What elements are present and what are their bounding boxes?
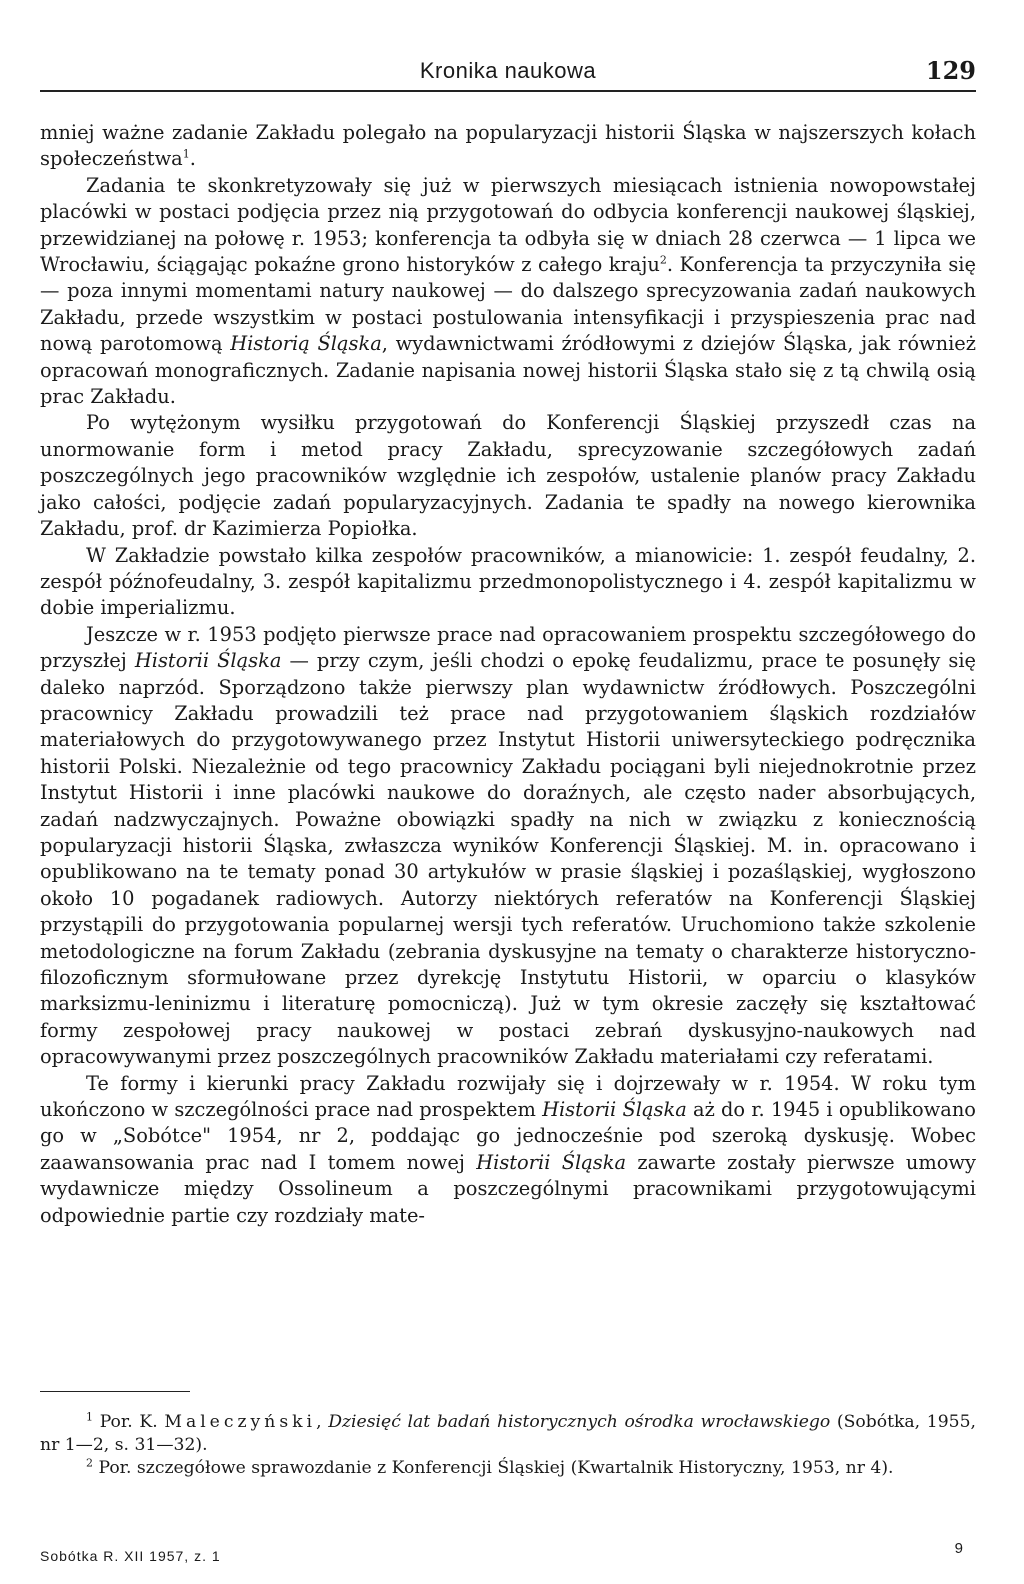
page-header bbox=[40, 56, 976, 92]
printer-signature: 9 bbox=[954, 1540, 964, 1557]
running-title: Kronika naukowa bbox=[419, 58, 597, 83]
paragraph-6: Te formy i kierunki pracy Zakładu rozwijały się i dojrzewały w r. 1954. W roku tym ukończono w szczególności prace nad prospektem Historii Śląska aż do r. 1945 i opublikowano go w „Sobótce" 1954, nr 2, poddając go jednocześnie pod szeroką dyskusję. Wobec zaawansowania prac nad I tomem nowej Historii Śląska zawarte zostały pierwsze umowy wydawnicze między Ossolineum a poszczególnymi pracownikami przygotowującymi odpowiednie partie czy rozdziały mate- bbox=[40, 1071, 976, 1227]
body-text bbox=[40, 120, 976, 1229]
paragraph-5: Jeszcze w r. 1953 podjęto pierwsze prace nad opracowaniem prospektu szczegółowego do przyszłej Historii Śląska — przy czym, jeśli chodzi o epokę feudalizmu, prace te posunęły się daleko naprzód. Sporządzono także pierwszy plan wydawnictw źródłowych. Poszczególni pracownicy Zakładu prowadzili też prace nad przygotowaniem śląskich rozdziałów materiałowych do przygotowywanego przez Instytut Historii uniwersyteckiego podręcznika historii Polski. Niezależnie od tego pracownicy Zakładu pociągani byli niejednokrotnie przez Instytut Historii i inne placówki naukowe do doraźnych, ale często nader absorbujących, zadań nadzwyczajnych. Poważne obowiązki spadły na nich w związku z koniecznością popularyzacji historii Śląska, zwłaszcza wyników Konferencji Śląskiej. M. in. opracowano i opublikowano na te tematy ponad 30 artykułów w prasie śląskiej i pozaśląskiej, wygłoszono około 10 pogadanek radiowych. Autorzy niektórych referatów na Konferencji Śląskiej przystąpili do przygotowania popularnej wersji tych referatów. Uruchomiono także szkolenie metodologiczne na forum Zakładu (zebrania dyskusyjne na tematy o charakterze historyczno-filozoficznym sformułowane przez dyrekcję Instytutu Historii, w oparciu o klasyków marksizmu-leninizmu i literaturę pomocniczą). Już w tym okresie zaczęły się kształtować formy zespołowej pracy naukowej w postaci zebrań dyskusyjno-naukowych nad opracowywanymi przez poszczególnych pracowników Zakładu materiałami czy referatami. bbox=[40, 622, 976, 1069]
page-number: 129 bbox=[925, 56, 976, 85]
footnote-1: $^1$ Por. K. Maleczyński, Dziesięć lat badań historycznych ośrodka wrocławskiego (Sobótka, 1955, nr 1—2, s. 31—32). bbox=[40, 1410, 976, 1455]
footnote-2: $^2$ Por. szczegółowe sprawozdanie z Konferencji Śląskiej (Kwartalnik Historyczny, 1953, nr 4). bbox=[86, 1456, 894, 1478]
paragraph-3: Po wytężonym wysiłku przygotowań do Konferencji Śląskiej przyszedł czas na unormowanie form i metod pracy Zakładu, sprecyzowanie szczegółowych zadań poszczególnych jego pracowników względnie ich zespołów, ustalenie planów pracy Zakładu jako całości, podjęcie zadań popularyzacyjnych. Zadania te spadły na nowego kierownika Zakładu, prof. dr Kazimierza Popiołka. bbox=[40, 411, 976, 541]
footnote-author: Maleczyński bbox=[164, 1412, 317, 1432]
footnote-divider bbox=[40, 1391, 190, 1392]
journal-reference: Sobótka R. XII 1957, z. 1 bbox=[40, 1548, 221, 1564]
page-footer bbox=[40, 1540, 964, 1564]
footnote-ref-1[interactable]: 1 bbox=[182, 147, 190, 161]
paragraph-1: mniej ważne zadanie Zakładu polegało na popularyzacji historii Śląska w najszerszych kołach społeczeństwa$^1$. bbox=[40, 121, 976, 171]
footnotes bbox=[40, 1411, 976, 1480]
paragraph-2: Zadania te skonkretyzowały się już w pierwszych miesiącach istnienia nowopowstałej placówki w postaci podjęcia przez nią przygotowań do odbycia konferencji naukowej śląskiej, przewidzianej na połowę r. 1953; konferencja ta odbyła się w dniach 28 czerwca — 1 lipca we Wrocławiu, ściągając pokaźne grono historyków z całego kraju$^2$. Konferencja ta przyczyniła się — poza innymi momentami natury naukowej — do dalszego sprecyzowania zadań naukowych Zakładu, przede wszystkim w postaci postulowania intensyfikacji i przyspieszenia prac nad nową parotomową Historią Śląska, wydawnictwami źródłowymi z dziejów Śląska, jak również opracowań monograficznych. Zadanie napisania nowej historii Śląska stało się z tą chwilą osią prac Zakładu. bbox=[40, 173, 976, 409]
footnote-ref-2[interactable]: 2 bbox=[659, 253, 667, 267]
paragraph-4: W Zakładzie powstało kilka zespołów pracowników, a mianowicie: 1. zespół feudalny, 2. zespół późnofeudalny, 3. zespół kapitalizmu przedmonopolistycznego i 4. zespół kapitalizmu w dobie imperializmu. bbox=[40, 543, 976, 620]
